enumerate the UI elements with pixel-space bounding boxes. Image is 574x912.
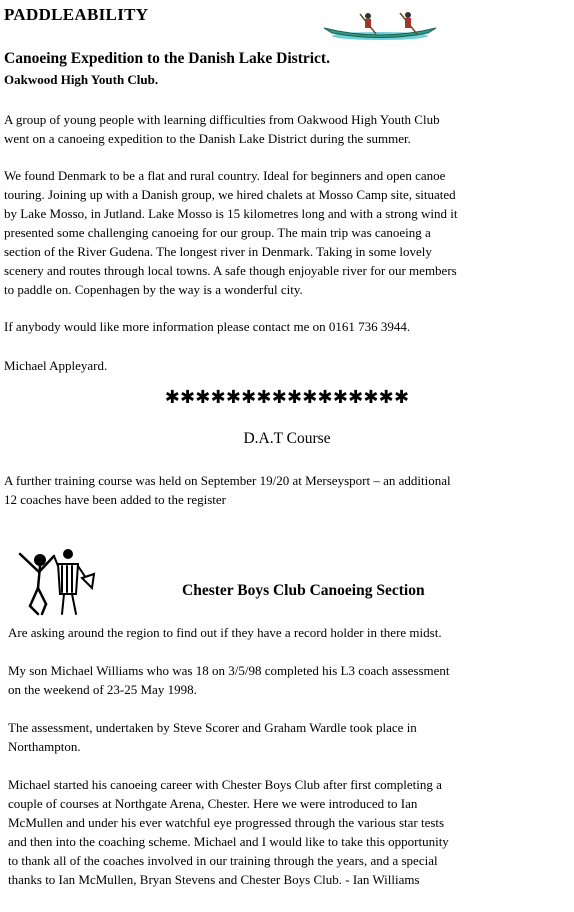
article-paragraph <box>4 471 570 509</box>
text-line: The assessment, undertaken by Steve Scorer and Graham Wardle took place in <box>8 720 417 735</box>
text-line: 12 coaches have been added to the register <box>4 492 226 507</box>
article-paragraph <box>8 718 417 756</box>
article-paragraph <box>4 110 570 148</box>
text-line: and then into the coaching scheme. Michael and I would like to take this opportunity <box>8 834 449 849</box>
masthead-title: PADDLEABILITY <box>4 5 149 24</box>
article-paragraph: Are asking around the region to find out if they have a record holder in there midst. <box>8 625 442 640</box>
article-paragraph <box>4 166 570 299</box>
text-line: to paddle on. Copenhagen by the way is a wonderful city. <box>4 282 303 297</box>
text-line: presented some challenging canoeing for our group. The main trip was canoeing a <box>4 225 431 240</box>
article-headline: Chester Boys Club Canoeing Section <box>182 582 425 599</box>
article-paragraph <box>8 775 568 889</box>
text-line: went on a canoeing expedition to the Danish Lake District during the summer. <box>4 131 411 146</box>
dancing-figure <box>20 554 54 614</box>
text-line: My son Michael Williams who was 18 on 3/5/98 completed his L3 coach assessment <box>8 663 450 678</box>
author-signature: Michael Appleyard. <box>4 358 108 373</box>
text-line: We found Denmark to be a flat and rural country. Ideal for beginners and open canoe <box>4 168 446 183</box>
text-line: scenery and routes through local towns. A safe though enjoyable river for our members <box>4 263 457 278</box>
article-headline: Canoeing Expedition to the Danish Lake District. <box>4 50 330 67</box>
section-divider: ✱✱✱✱✱✱✱✱✱✱✱✱✱✱✱✱ <box>164 387 410 408</box>
contact-paragraph: If anybody would like more information please contact me on 0161 736 3944. <box>4 319 411 334</box>
article-paragraph <box>8 661 450 699</box>
dancing-figures-illustration <box>12 544 100 620</box>
paddler-head <box>365 13 371 19</box>
text-line: couple of courses at Northgate Arena, Chester. Here we were introduced to Ian <box>8 796 418 811</box>
text-line: thanks to Ian McMullen, Bryan Stevens and Chester Boys Club. - Ian Williams <box>8 872 420 887</box>
canoe-illustration <box>320 8 440 42</box>
article-subheading: Oakwood High Youth Club. <box>4 72 159 87</box>
text-line: Michael started his canoeing career with Chester Boys Club after first completing a <box>8 777 442 792</box>
text-line: McMullen and under his ever watchful eye progressed through the various star tests <box>8 815 445 830</box>
paddler-head <box>405 12 411 18</box>
text-line: touring. Joining up with a Danish group, we hired chalets at Mosso Camp site, situated <box>4 187 456 202</box>
text-line: A group of young people with learning difficulties from Oakwood High Youth Club <box>4 112 440 127</box>
text-line: A further training course was held on September 19/20 at Merseysport – an additional <box>4 473 451 488</box>
dancing-figure <box>54 549 94 614</box>
section-title: D.A.T Course <box>243 430 331 447</box>
text-line: Northampton. <box>8 739 81 754</box>
text-line: section of the River Gudena. The longest river in Denmark. Taking in some lovely <box>4 244 432 259</box>
text-line: on the weekend of 23-25 May 1998. <box>8 682 197 697</box>
text-line: by Lake Mosso, in Jutland. Lake Mosso is 15 kilometres long and with a strong wind it <box>4 206 458 221</box>
text-line: to thank all of the coaches involved in our training through the years, and a special <box>8 853 438 868</box>
